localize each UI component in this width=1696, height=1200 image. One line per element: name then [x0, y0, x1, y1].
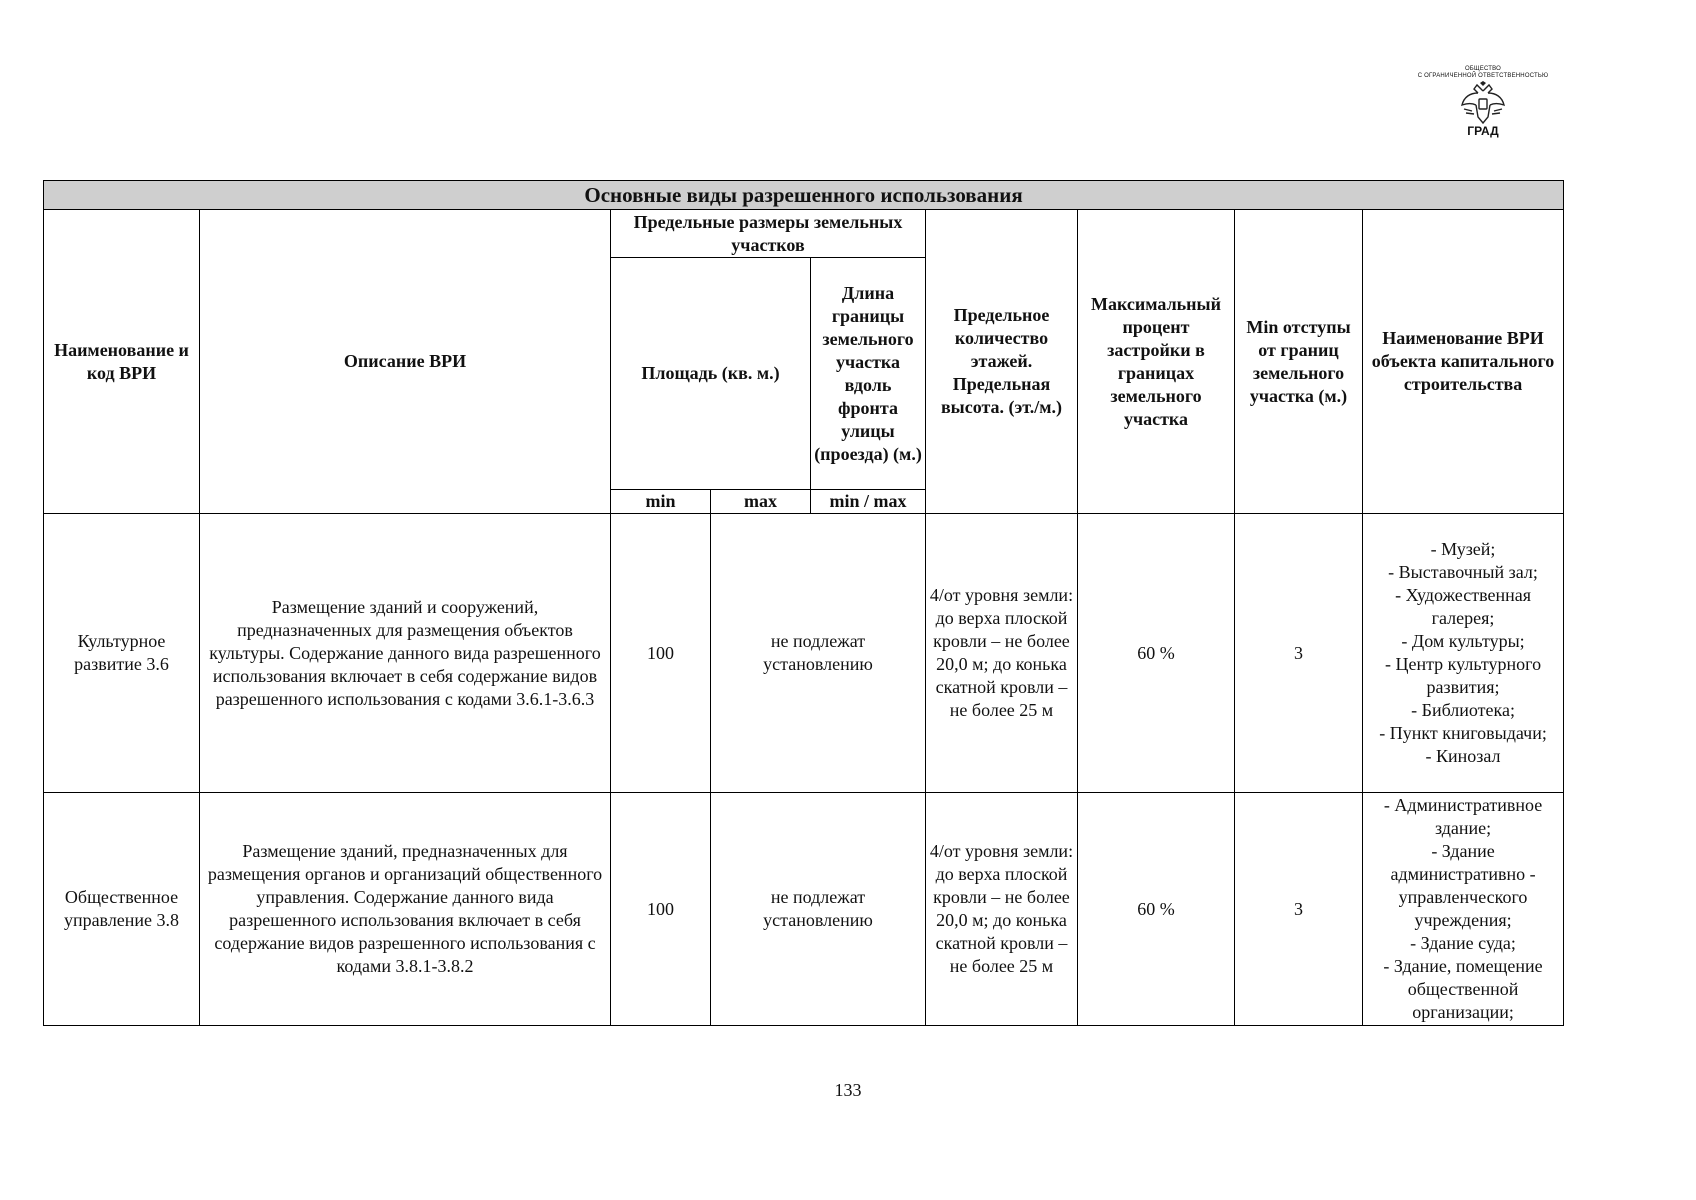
table-row — [44, 514, 1564, 793]
cell-floors: 4/от уровня земли: до верха плоской кровли – не более 20,0 м; до конька скатной кровли – не более 25 м — [926, 793, 1078, 1026]
company-logo — [1388, 66, 1578, 156]
object-item: - Кинозал — [1425, 746, 1501, 766]
object-item: - Выставочный зал; — [1388, 562, 1538, 582]
object-item: - Здание административно - управленческого учреждения; — [1390, 841, 1536, 930]
permitted-use-table — [43, 180, 1564, 1026]
cell-not-set: не подлежат установлению — [711, 514, 926, 793]
header-frontage-minmax: min / max — [811, 490, 926, 514]
cell-not-set: не подлежат установлению — [711, 793, 926, 1026]
object-item: - Здание, помещение общественной организации; — [1383, 956, 1543, 1022]
header-area-max: max — [711, 490, 811, 514]
header-frontage: Длина границы земельного участка вдоль фронта улицы (проезда) (м.) — [811, 258, 926, 490]
header-setbacks: Min отступы от границ земельного участка (м.) — [1235, 210, 1363, 514]
header-coverage: Максимальный процент застройки в границах земельного участка — [1078, 210, 1235, 514]
object-item: - Административное здание; — [1383, 795, 1543, 838]
cell-name: Культурное развитие 3.6 — [44, 514, 200, 793]
object-item: - Здание суда; — [1410, 933, 1516, 953]
page-number: 133 — [834, 1080, 862, 1100]
object-item: - Библиотека; — [1411, 700, 1515, 720]
header-objects: Наименование ВРИ объекта капитального строительства — [1363, 210, 1564, 514]
cell-area-min: 100 — [611, 514, 711, 793]
table-title: Основные виды разрешенного использования — [44, 181, 1564, 210]
cell-setback: 3 — [1235, 514, 1363, 793]
object-item: - Дом культуры; — [1401, 631, 1525, 651]
header-floors: Предельное количество этажей. Предельная высота. (эт./м.) — [926, 210, 1078, 514]
logo-org-line2: С ОГРАНИЧЕННОЙ ОТВЕТСТВЕННОСТЬЮ — [1417, 73, 1549, 79]
header-description: Описание ВРИ — [200, 210, 611, 514]
header-area-min: min — [611, 490, 711, 514]
header-area: Площадь (кв. м.) — [611, 258, 811, 490]
header-name-code: Наименование и код ВРИ — [44, 210, 200, 514]
cell-description: Размещение зданий, предназначенных для размещения органов и организаций общественного управления. Содержание данного вида разрешенного использования включает в себя содержание видов разрешенного использования с кодами 3.8.1-3.8.2 — [200, 793, 611, 1026]
cell-coverage: 60 % — [1078, 514, 1235, 793]
object-item: - Пункт книговыдачи; — [1379, 723, 1547, 743]
header-plot-limits: Предельные размеры земельных участков — [611, 210, 926, 258]
cell-area-min: 100 — [611, 793, 711, 1026]
cell-floors: 4/от уровня земли: до верха плоской кровли – не более 20,0 м; до конька скатной кровли – не более 25 м — [926, 514, 1078, 793]
cell-setback: 3 — [1235, 793, 1363, 1026]
cell-name: Общественное управление 3.8 — [44, 793, 200, 1026]
cell-objects — [1363, 793, 1564, 1026]
cell-objects — [1363, 514, 1564, 793]
object-item: - Музей; — [1430, 539, 1496, 559]
object-item: - Центр культурного развития; — [1384, 654, 1542, 697]
double-headed-eagle-icon — [1460, 81, 1506, 125]
table-row — [44, 793, 1564, 1026]
logo-org-line1: ОБЩЕСТВО — [1464, 66, 1502, 72]
logo-name: ГРАД — [1467, 124, 1499, 138]
cell-coverage: 60 % — [1078, 793, 1235, 1026]
object-item: - Художественная галерея; — [1395, 585, 1531, 628]
cell-description: Размещение зданий и сооружений, предназначенных для размещения объектов культуры. Содержание данного вида разрешенного использования включает в себя содержание видов разрешенного использования с кодами 3.6.1-3.6.3 — [200, 514, 611, 793]
